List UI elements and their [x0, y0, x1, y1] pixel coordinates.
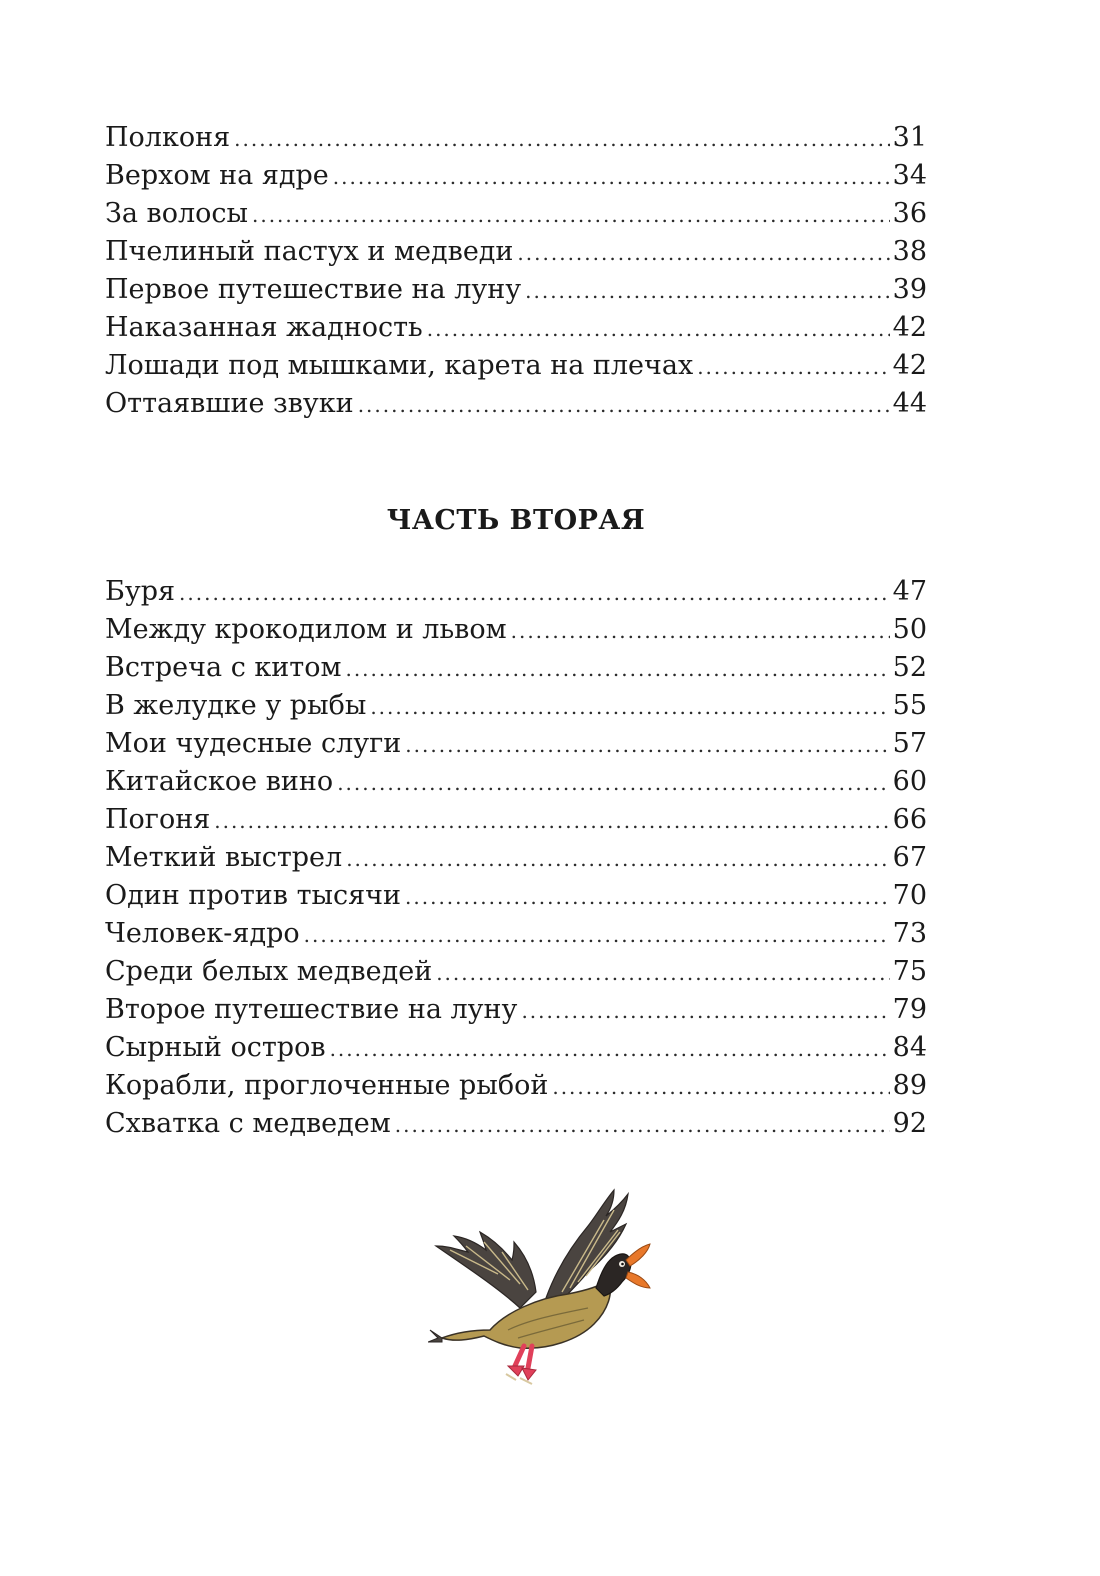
toc-entry-title: Полконя	[105, 122, 231, 153]
toc-entry-title: За волосы	[105, 198, 248, 229]
toc-entry-title: Меткий выстрел	[105, 842, 343, 873]
toc-entry-page: 73	[892, 918, 927, 949]
toc-entry[interactable]	[105, 649, 927, 687]
toc-entry-page: 50	[892, 614, 927, 645]
flying-duck-icon	[428, 1180, 658, 1390]
toc-entry-title: Человек-ядро	[105, 918, 300, 949]
toc-entry[interactable]	[105, 725, 927, 763]
dot-leader	[179, 574, 890, 612]
toc-entry-page: 39	[892, 274, 927, 305]
toc-entry-page: 55	[892, 690, 927, 721]
dot-leader	[436, 954, 889, 992]
toc-entry[interactable]	[105, 763, 927, 801]
toc-entry-page: 52	[892, 652, 927, 683]
toc-entry[interactable]	[105, 347, 927, 385]
dot-leader	[304, 916, 890, 954]
toc-entry-page: 84	[892, 1032, 927, 1063]
section-heading: ЧАСТЬ ВТОРАЯ	[386, 505, 646, 536]
toc-entry-title: Наказанная жадность	[105, 312, 423, 343]
dot-leader	[552, 1068, 889, 1106]
toc-entry-title: Корабли, проглоченные рыбой	[105, 1070, 549, 1101]
toc-list-part-one	[105, 119, 927, 423]
duck-legs	[514, 1346, 532, 1368]
toc-entry-title: Встреча с китом	[105, 652, 342, 683]
toc-entry[interactable]	[105, 309, 927, 347]
toc-list-part-two	[105, 573, 927, 1143]
toc-entry-page: 38	[892, 236, 927, 267]
toc-entry-page: 92	[892, 1108, 927, 1139]
dot-leader	[346, 840, 889, 878]
toc-entry-title: В желудке у рыбы	[105, 690, 367, 721]
toc-entry-title: Верхом на ядре	[105, 160, 329, 191]
toc-entry-title: Оттаявшие звуки	[105, 388, 354, 419]
toc-entry-page: 42	[892, 350, 927, 381]
dot-leader	[517, 234, 889, 272]
toc-entry[interactable]	[105, 385, 927, 423]
dot-leader	[252, 196, 890, 234]
dot-leader	[337, 764, 889, 802]
toc-entry-title: Пчелиный пастух и медведи	[105, 236, 514, 267]
dot-leader	[405, 878, 890, 916]
flying-duck-illustration	[428, 1180, 658, 1390]
dot-leader	[370, 688, 889, 726]
toc-entry[interactable]	[105, 573, 927, 611]
toc-entry-title: Лошади под мышками, карета на плечах	[105, 350, 694, 381]
toc-entry-page: 70	[892, 880, 927, 911]
toc-entry-title: Первое путешествие на луну	[105, 274, 522, 305]
toc-entry-page: 47	[892, 576, 927, 607]
toc-entry-page: 89	[892, 1070, 927, 1101]
toc-entry-page: 66	[892, 804, 927, 835]
dot-leader	[395, 1106, 890, 1144]
toc-entry[interactable]	[105, 991, 927, 1029]
duck-beak	[626, 1244, 650, 1266]
toc-entry-page: 42	[892, 312, 927, 343]
toc-entry-page: 34	[892, 160, 927, 191]
dot-leader	[405, 726, 889, 764]
toc-entry-title: Один против тысячи	[105, 880, 402, 911]
toc-entry-page: 60	[892, 766, 927, 797]
toc-entry-title: Второе путешествие на луну	[105, 994, 518, 1025]
toc-entry[interactable]	[105, 801, 927, 839]
toc-entry-title: Мои чудесные слуги	[105, 728, 402, 759]
dot-leader	[511, 612, 890, 650]
toc-entry-title: Погоня	[105, 804, 211, 835]
toc-entry-page: 44	[892, 388, 927, 419]
toc-entry-page: 36	[892, 198, 927, 229]
toc-entry-title: Схватка с медведем	[105, 1108, 391, 1139]
toc-entry-page: 57	[892, 728, 927, 759]
dot-leader	[333, 158, 890, 196]
toc-entry[interactable]	[105, 1067, 927, 1105]
toc-entry-title: Сырный остров	[105, 1032, 326, 1063]
dot-leader	[427, 310, 890, 348]
toc-entry[interactable]	[105, 611, 927, 649]
toc-entry[interactable]	[105, 271, 927, 309]
toc-entry[interactable]	[105, 119, 927, 157]
dot-leader	[525, 272, 890, 310]
dot-leader	[345, 650, 889, 688]
toc-entry[interactable]	[105, 915, 927, 953]
toc-entry[interactable]	[105, 157, 927, 195]
toc-entry-title: Буря	[105, 576, 176, 607]
toc-entry-page: 31	[892, 122, 927, 153]
dot-leader	[358, 386, 890, 424]
toc-entry[interactable]	[105, 953, 927, 991]
dot-leader	[521, 992, 889, 1030]
toc-entry[interactable]	[105, 839, 927, 877]
dot-leader	[234, 120, 890, 158]
toc-entry-title: Среди белых медведей	[105, 956, 433, 987]
toc-entry[interactable]	[105, 1029, 927, 1067]
dot-leader	[697, 348, 889, 386]
toc-entry-title: Между крокодилом и львом	[105, 614, 507, 645]
toc-entry-page: 75	[892, 956, 927, 987]
toc-entry[interactable]	[105, 233, 927, 271]
dot-leader	[330, 1030, 890, 1068]
toc-entry-title: Китайское вино	[105, 766, 334, 797]
dot-leader	[214, 802, 889, 840]
toc-entry[interactable]	[105, 687, 927, 725]
toc-entry-page: 79	[892, 994, 927, 1025]
toc-entry-page: 67	[892, 842, 927, 873]
toc-entry[interactable]	[105, 1105, 927, 1143]
toc-entry[interactable]	[105, 877, 927, 915]
toc-entry[interactable]	[105, 195, 927, 233]
